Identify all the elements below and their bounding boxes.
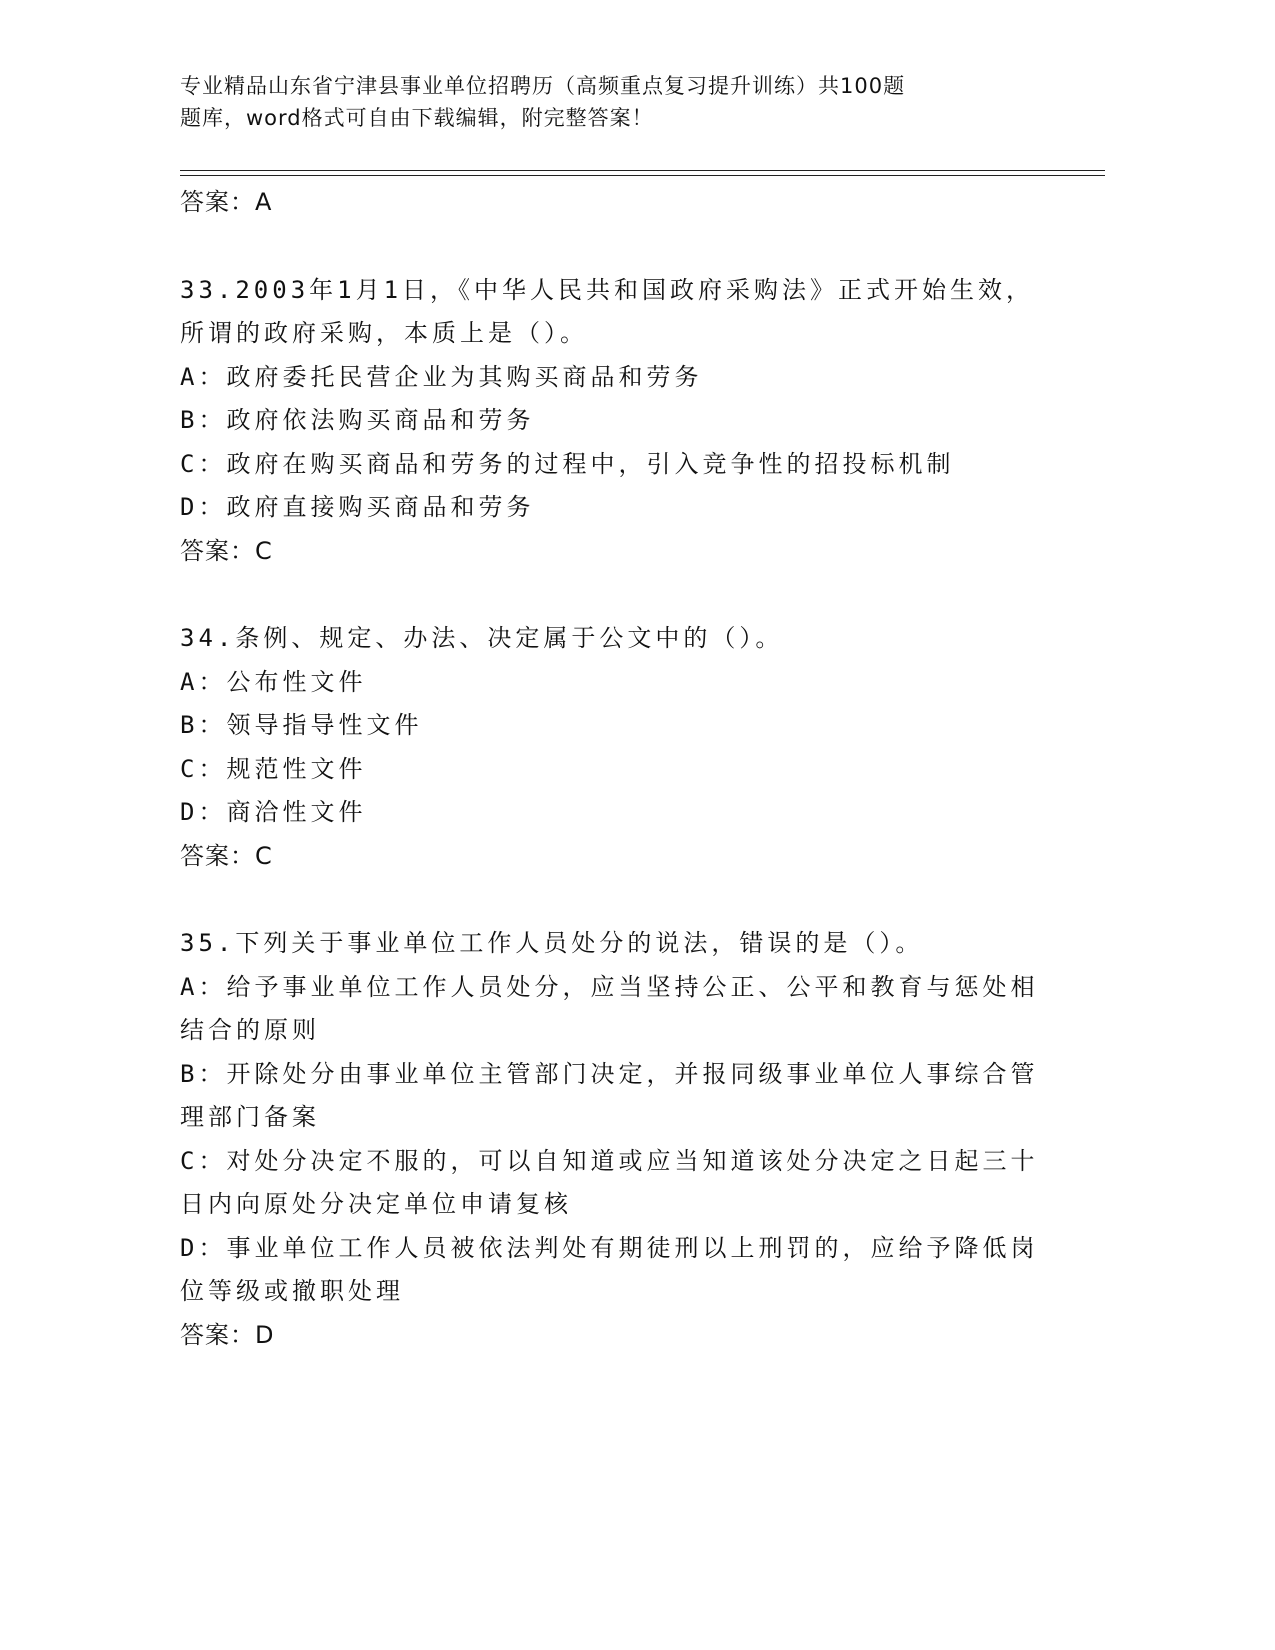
option-item bbox=[180, 399, 1040, 443]
option-text: A：政府委托民营企业为其购买商品和劳务 bbox=[180, 362, 703, 391]
answer-value: D bbox=[255, 1320, 275, 1349]
header-rule-top bbox=[180, 170, 1105, 171]
option-item bbox=[180, 443, 1040, 487]
header-line-2: 题库，word格式可自由下载编辑，附完整答案！ bbox=[180, 106, 654, 130]
option-item bbox=[180, 704, 1040, 748]
answer-value: A bbox=[255, 188, 273, 216]
document-header bbox=[180, 70, 980, 134]
question-list bbox=[180, 181, 1040, 1357]
option-text: 理部门备案 bbox=[180, 1103, 320, 1131]
question-text: 所谓的政府采购，本质上是（）。 bbox=[180, 319, 588, 347]
question-block bbox=[180, 225, 1040, 574]
option-text: D：事业单位工作人员被依法判处有期徒刑以上刑罚的，应给予降低岗 bbox=[180, 1233, 1039, 1262]
option-item bbox=[180, 791, 1040, 835]
option-text: A：给予事业单位工作人员处分，应当坚持公正、公平和教育与惩处相 bbox=[180, 972, 1039, 1001]
option-item bbox=[180, 486, 1040, 530]
option-text: 日内向原处分决定单位申请复核 bbox=[180, 1190, 572, 1218]
option-text: B：领导指导性文件 bbox=[180, 711, 423, 739]
question-block bbox=[180, 573, 1040, 878]
answer-label: 答案： bbox=[180, 1320, 255, 1349]
answer-value: C bbox=[255, 536, 273, 565]
option-item bbox=[180, 966, 1040, 1053]
question-text: 33.2003年1月1日，《中华人民共和国政府采购法》正式开始生效， bbox=[180, 275, 1035, 304]
option-text: C：政府在购买商品和劳务的过程中，引入竞争性的招投标机制 bbox=[180, 449, 955, 478]
option-text: C：对处分决定不服的，可以自知道或应当知道该处分决定之日起三十 bbox=[180, 1146, 1039, 1175]
header-line-1: 专业精品山东省宁津县事业单位招聘历（高频重点复习提升训练）共100题 bbox=[180, 74, 906, 98]
question-text: 34.条例、规定、办法、决定属于公文中的（）。 bbox=[180, 624, 784, 652]
answer-line bbox=[180, 181, 1040, 225]
option-text: A：公布性文件 bbox=[180, 667, 367, 696]
option-text: 位等级或撤职处理 bbox=[180, 1277, 404, 1305]
header-rule-bottom bbox=[180, 175, 1105, 176]
answer-line bbox=[180, 835, 1040, 879]
option-text: D：政府直接购买商品和劳务 bbox=[180, 493, 535, 521]
option-text: C：规范性文件 bbox=[180, 754, 367, 783]
answer-line bbox=[180, 530, 1040, 574]
block-spacer bbox=[180, 225, 1040, 269]
option-item bbox=[180, 661, 1040, 705]
answer-label: 答案： bbox=[180, 188, 255, 216]
block-spacer bbox=[180, 573, 1040, 617]
option-item bbox=[180, 748, 1040, 792]
question-block bbox=[180, 878, 1040, 1357]
option-text: B：开除处分由事业单位主管部门决定，并报同级事业单位人事综合管 bbox=[180, 1059, 1039, 1088]
answer-value: C bbox=[255, 841, 273, 870]
question-text: 35.下列关于事业单位工作人员处分的说法，错误的是（）。 bbox=[180, 929, 924, 957]
option-item bbox=[180, 1140, 1040, 1227]
option-text: B：政府依法购买商品和劳务 bbox=[180, 406, 535, 434]
option-item bbox=[180, 1227, 1040, 1314]
option-item bbox=[180, 1053, 1040, 1140]
option-item bbox=[180, 356, 1040, 400]
option-text: D：商洽性文件 bbox=[180, 798, 367, 826]
question-block bbox=[180, 181, 1040, 225]
option-text: 结合的原则 bbox=[180, 1016, 320, 1044]
answer-line bbox=[180, 1314, 1040, 1358]
answer-label: 答案： bbox=[180, 536, 255, 565]
answer-label: 答案： bbox=[180, 841, 255, 870]
block-spacer bbox=[180, 878, 1040, 922]
